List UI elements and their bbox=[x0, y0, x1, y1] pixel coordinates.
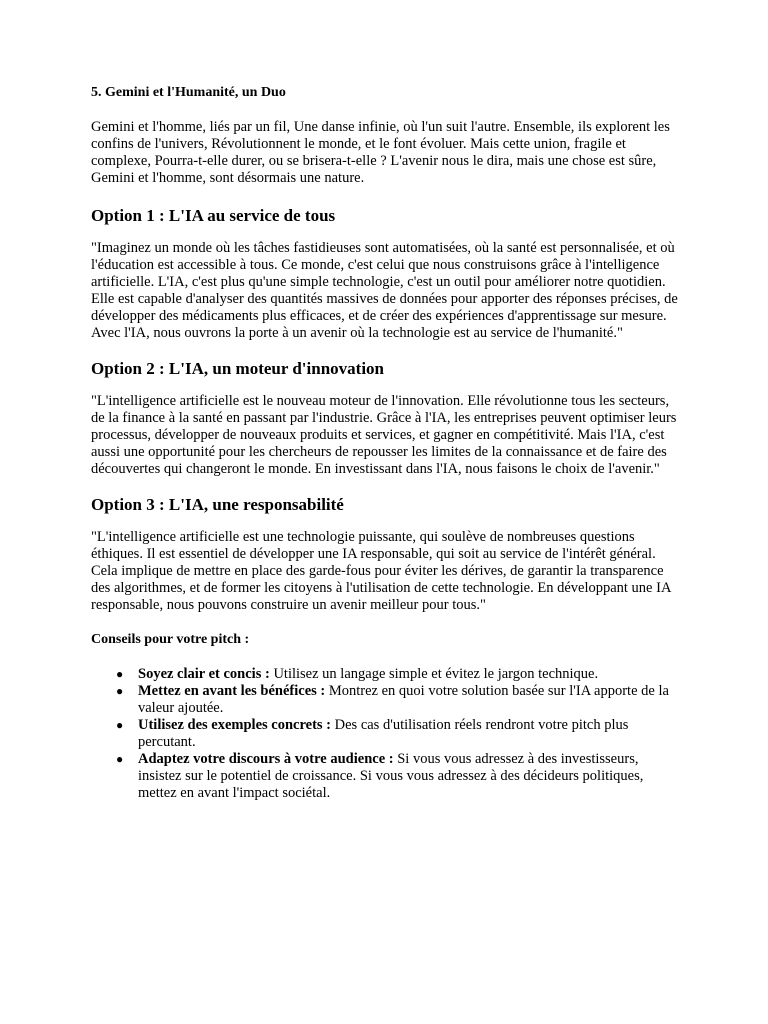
option-1-paragraph: "Imaginez un monde où les tâches fastidieuses sont automatisées, où la santé est personnalisée, et où l'éducation est accessible à tous. Ce monde, c'est celui que nous construisons grâce à l'intelligence artificielle. L'IA, c'est plus qu'une simple technologie, c'est un outil pour améliorer notre quotidien. Elle est capable d'analyser des quantités massives de données pour apporter des réponses précises, de développer des médicaments plus efficaces, et de créer des expériences d'apprentissage sur mesure. Avec l'IA, nous ouvrons la porte à un avenir où la technologie est au service de l'humanité." bbox=[91, 240, 678, 341]
tips-title: Conseils pour votre pitch : bbox=[91, 632, 250, 647]
list-item bbox=[116, 666, 681, 683]
section-paragraph: Gemini et l'homme, liés par un fil, Une danse infinie, où l'un suit l'autre. Ensemble, ils explorent les confins de l'univers, Révolutionnent le monde, et le font évoluer. Mais cette union, fragile et complexe, Pourra-t-elle durer, ou se brisera-t-elle ? L'avenir nous le dira, mais une chose est sûre, Gemini et l'homme, sont désormais une nature. bbox=[91, 119, 670, 186]
tip-label: Utilisez des exemples concrets : bbox=[138, 717, 332, 733]
tip-text: Montrez en quoi votre solution basée sur l'IA apporte de la valeur ajoutée. bbox=[138, 683, 669, 716]
tip-label: Adaptez votre discours à votre audience : bbox=[138, 751, 394, 767]
tip-label: Soyez clair et concis : bbox=[138, 666, 270, 682]
document-page bbox=[91, 84, 681, 802]
option-2-paragraph: "L'intelligence artificielle est le nouveau moteur de l'innovation. Elle révolutionne tous les secteurs, de la finance à la santé en passant par l'industrie. Grâce à l'IA, les entreprises peuvent optimiser leurs processus, développer de nouveaux produits et services, et gagner en compétitivité. Mais l'IA, c'est aussi une opportunité pour les chercheurs de repousser les limites de la connaissance et de faire des découvertes qui changeront le monde. En investissant dans l'IA, nous faisons le choix de l'avenir." bbox=[91, 393, 677, 477]
bullet-icon: ● bbox=[116, 667, 124, 681]
tip-text: Si vous vous adressez à des investisseurs, insistez sur le potentiel de croissance. Si vous vous adressez à des décideurs politiques, mettez en avant l'impact sociétal. bbox=[138, 751, 644, 801]
tip-label: Mettez en avant les bénéfices : bbox=[138, 683, 326, 699]
list-item bbox=[116, 717, 681, 751]
list-item bbox=[116, 683, 681, 717]
tips-list bbox=[91, 666, 681, 802]
tip-text: Des cas d'utilisation réels rendront votre pitch plus percutant. bbox=[138, 717, 629, 750]
list-item bbox=[116, 751, 681, 802]
bullet-icon: ● bbox=[116, 752, 124, 766]
bullet-icon: ● bbox=[116, 718, 124, 732]
option-3-heading: Option 3 : L'IA, une responsabilité bbox=[91, 495, 344, 514]
bullet-icon: ● bbox=[116, 684, 124, 698]
option-3-paragraph: "L'intelligence artificielle est une technologie puissante, qui soulève de nombreuses questions éthiques. Il est essentiel de développer une IA responsable, qui soit au service de l'intérêt général. Cela implique de mettre en place des garde-fous pour éviter les dérives, de garantir la transparence des algorithmes, et de former les citoyens à l'utilisation de cette technologie. En développant une IA responsable, nous pouvons construire un avenir meilleur pour tous." bbox=[91, 529, 671, 613]
tip-text: Utilisez un langage simple et évitez le jargon technique. bbox=[269, 666, 599, 682]
option-2-heading: Option 2 : L'IA, un moteur d'innovation bbox=[91, 359, 385, 378]
option-1-heading: Option 1 : L'IA au service de tous bbox=[91, 206, 336, 225]
section-title: 5. Gemini et l'Humanité, un Duo bbox=[91, 85, 286, 100]
